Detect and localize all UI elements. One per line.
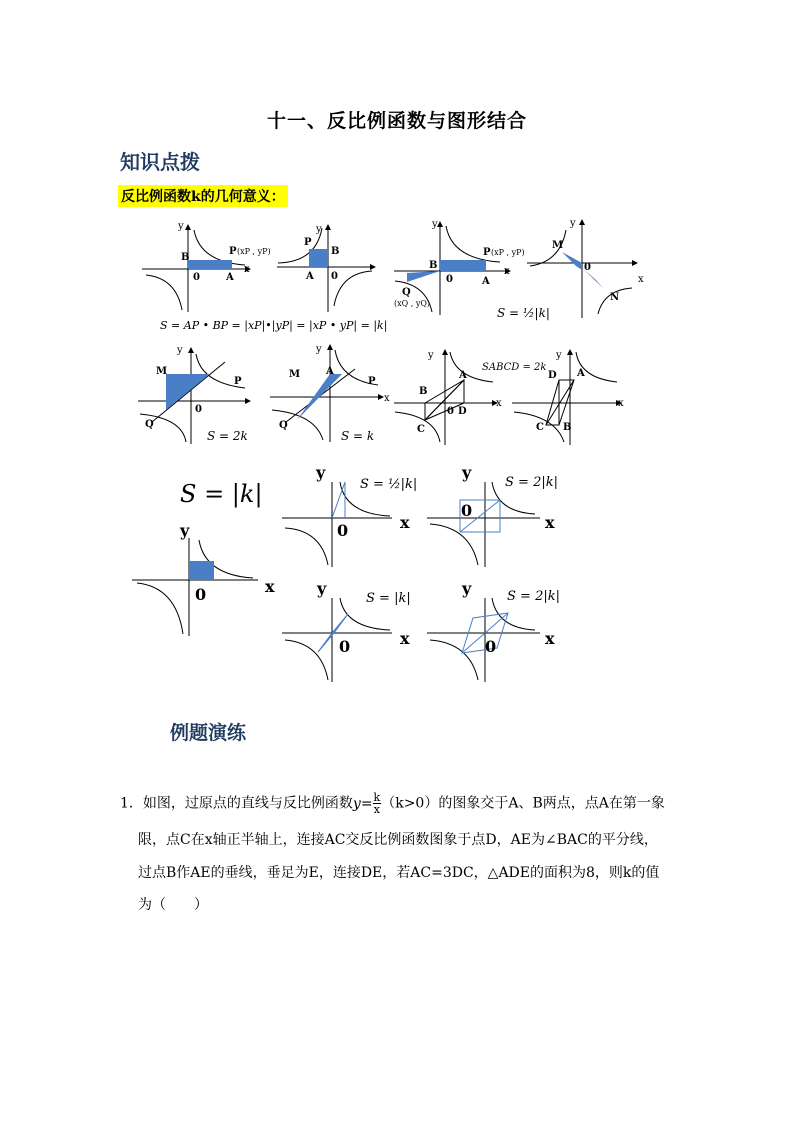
svg-text:Q: Q xyxy=(402,287,411,298)
section-heading-examples: 例题演练 xyxy=(170,722,247,744)
svg-text:S = 2|k|: S = 2|k| xyxy=(507,589,560,604)
svg-text:0: 0 xyxy=(446,274,453,285)
svg-text:S = k: S = k xyxy=(341,429,375,443)
diagram-11 xyxy=(427,482,540,567)
svg-text:S = ½|k|: S = ½|k| xyxy=(360,477,418,492)
svg-text:(xQ , yQ): (xQ , yQ) xyxy=(394,299,431,308)
svg-text:0: 0 xyxy=(195,585,207,604)
svg-text:P: P xyxy=(234,376,242,387)
svg-text:C: C xyxy=(536,422,544,433)
question-line-3: 过点B作AE的垂线，垂足为E，连接DE，若AC=3DC，△ADE的面积为8，则k的值 xyxy=(138,865,660,881)
svg-text:A: A xyxy=(577,368,585,379)
svg-text:y: y xyxy=(462,463,472,482)
highlighted-subheading: 反比例函数k的几何意义： xyxy=(118,185,288,207)
svg-text:M: M xyxy=(156,366,168,377)
svg-text:x: x xyxy=(545,513,555,532)
svg-text:y: y xyxy=(317,579,327,598)
svg-text:Q: Q xyxy=(145,419,154,430)
svg-text:A: A xyxy=(326,366,334,377)
svg-text:y: y xyxy=(180,521,190,540)
svg-text:y: y xyxy=(462,579,472,598)
svg-text:0: 0 xyxy=(584,262,591,273)
svg-text:B: B xyxy=(563,422,572,433)
svg-text:y: y xyxy=(432,219,438,230)
svg-text:x: x xyxy=(400,513,410,532)
svg-text:(xP , yP): (xP , yP) xyxy=(491,248,525,257)
svg-text:0: 0 xyxy=(195,404,202,415)
svg-text:x: x xyxy=(400,629,410,648)
svg-text:x: x xyxy=(618,398,624,409)
svg-text:A: A xyxy=(226,272,234,283)
svg-text:B: B xyxy=(331,246,340,257)
svg-text:0: 0 xyxy=(461,501,473,520)
svg-text:y: y xyxy=(316,463,326,482)
svg-text:0: 0 xyxy=(485,637,497,656)
svg-text:A: A xyxy=(482,276,490,287)
question-line-2: 限，点C在x轴正半轴上，连接AC交反比例函数图象于点D，AE为∠BAC的平分线， xyxy=(138,832,658,848)
svg-text:SABCD = 2k: SABCD = 2k xyxy=(482,362,547,373)
svg-text:y: y xyxy=(316,224,322,235)
svg-text:x: x xyxy=(504,266,510,277)
svg-text:C: C xyxy=(417,424,425,435)
diagram-4 xyxy=(527,220,637,318)
svg-text:0: 0 xyxy=(339,637,351,656)
svg-text:S = |k|: S = |k| xyxy=(180,480,263,508)
svg-text:P: P xyxy=(304,237,312,248)
svg-text:B: B xyxy=(419,386,428,397)
svg-text:S = 2k: S = 2k xyxy=(207,429,248,443)
question-line-1 xyxy=(120,792,665,815)
svg-text:0: 0 xyxy=(193,272,200,283)
svg-text:x: x xyxy=(265,577,275,596)
svg-text:N: N xyxy=(610,292,620,303)
svg-text:B: B xyxy=(429,260,438,271)
svg-text:M: M xyxy=(552,240,564,251)
svg-text:P: P xyxy=(368,376,376,387)
svg-text:P: P xyxy=(483,247,491,258)
svg-text:S = ½|k|: S = ½|k| xyxy=(497,306,550,320)
svg-text:S = AP • BP = |xP|•|yP| = |xP: S = AP • BP = |xP|•|yP| = |xP • yP| = |k| xyxy=(160,319,388,332)
svg-text:x: x xyxy=(244,264,250,275)
svg-text:x: x xyxy=(384,393,390,404)
svg-text:S = |k|: S = |k| xyxy=(366,591,411,606)
svg-text:D: D xyxy=(458,406,467,417)
diagram-1 xyxy=(142,225,250,312)
svg-text:B: B xyxy=(181,252,190,263)
diagram-12 xyxy=(282,598,392,682)
diagram-2 xyxy=(277,225,375,312)
svg-text:x: x xyxy=(496,398,502,409)
diagram-13 xyxy=(427,598,540,682)
svg-text:M: M xyxy=(289,369,301,380)
svg-text:x: x xyxy=(638,274,644,285)
svg-text:S = 2|k|: S = 2|k| xyxy=(505,475,558,490)
function-expression: y= $\frac{k}{x}$ xyxy=(352,791,381,816)
svg-text:0: 0 xyxy=(337,521,349,540)
svg-text:y: y xyxy=(316,344,322,355)
svg-text:A: A xyxy=(459,370,467,381)
page-title: 十一、反比例函数与图形结合 xyxy=(266,110,527,132)
svg-text:Q: Q xyxy=(279,420,288,431)
section-heading-knowledge: 知识点拨 xyxy=(120,150,200,174)
svg-text:y: y xyxy=(177,345,183,356)
svg-text:P: P xyxy=(229,246,237,257)
question-line-4: 为（ ） xyxy=(138,897,208,913)
question-text-1b: （k>0）的图象交于A、B两点，点A在第一象 xyxy=(381,795,665,812)
svg-text:0: 0 xyxy=(331,271,338,282)
svg-text:(xP , yP): (xP , yP) xyxy=(237,247,271,256)
svg-text:y: y xyxy=(178,221,184,232)
svg-text:x: x xyxy=(545,629,555,648)
svg-text:A: A xyxy=(306,271,314,282)
svg-text:y: y xyxy=(556,350,562,361)
svg-text:0: 0 xyxy=(447,406,454,417)
svg-text:y: y xyxy=(570,218,576,229)
question-text-1a: 1．如图，过原点的直线与反比例函数 xyxy=(120,795,353,812)
svg-text:y: y xyxy=(428,350,434,361)
svg-text:D: D xyxy=(548,370,557,381)
